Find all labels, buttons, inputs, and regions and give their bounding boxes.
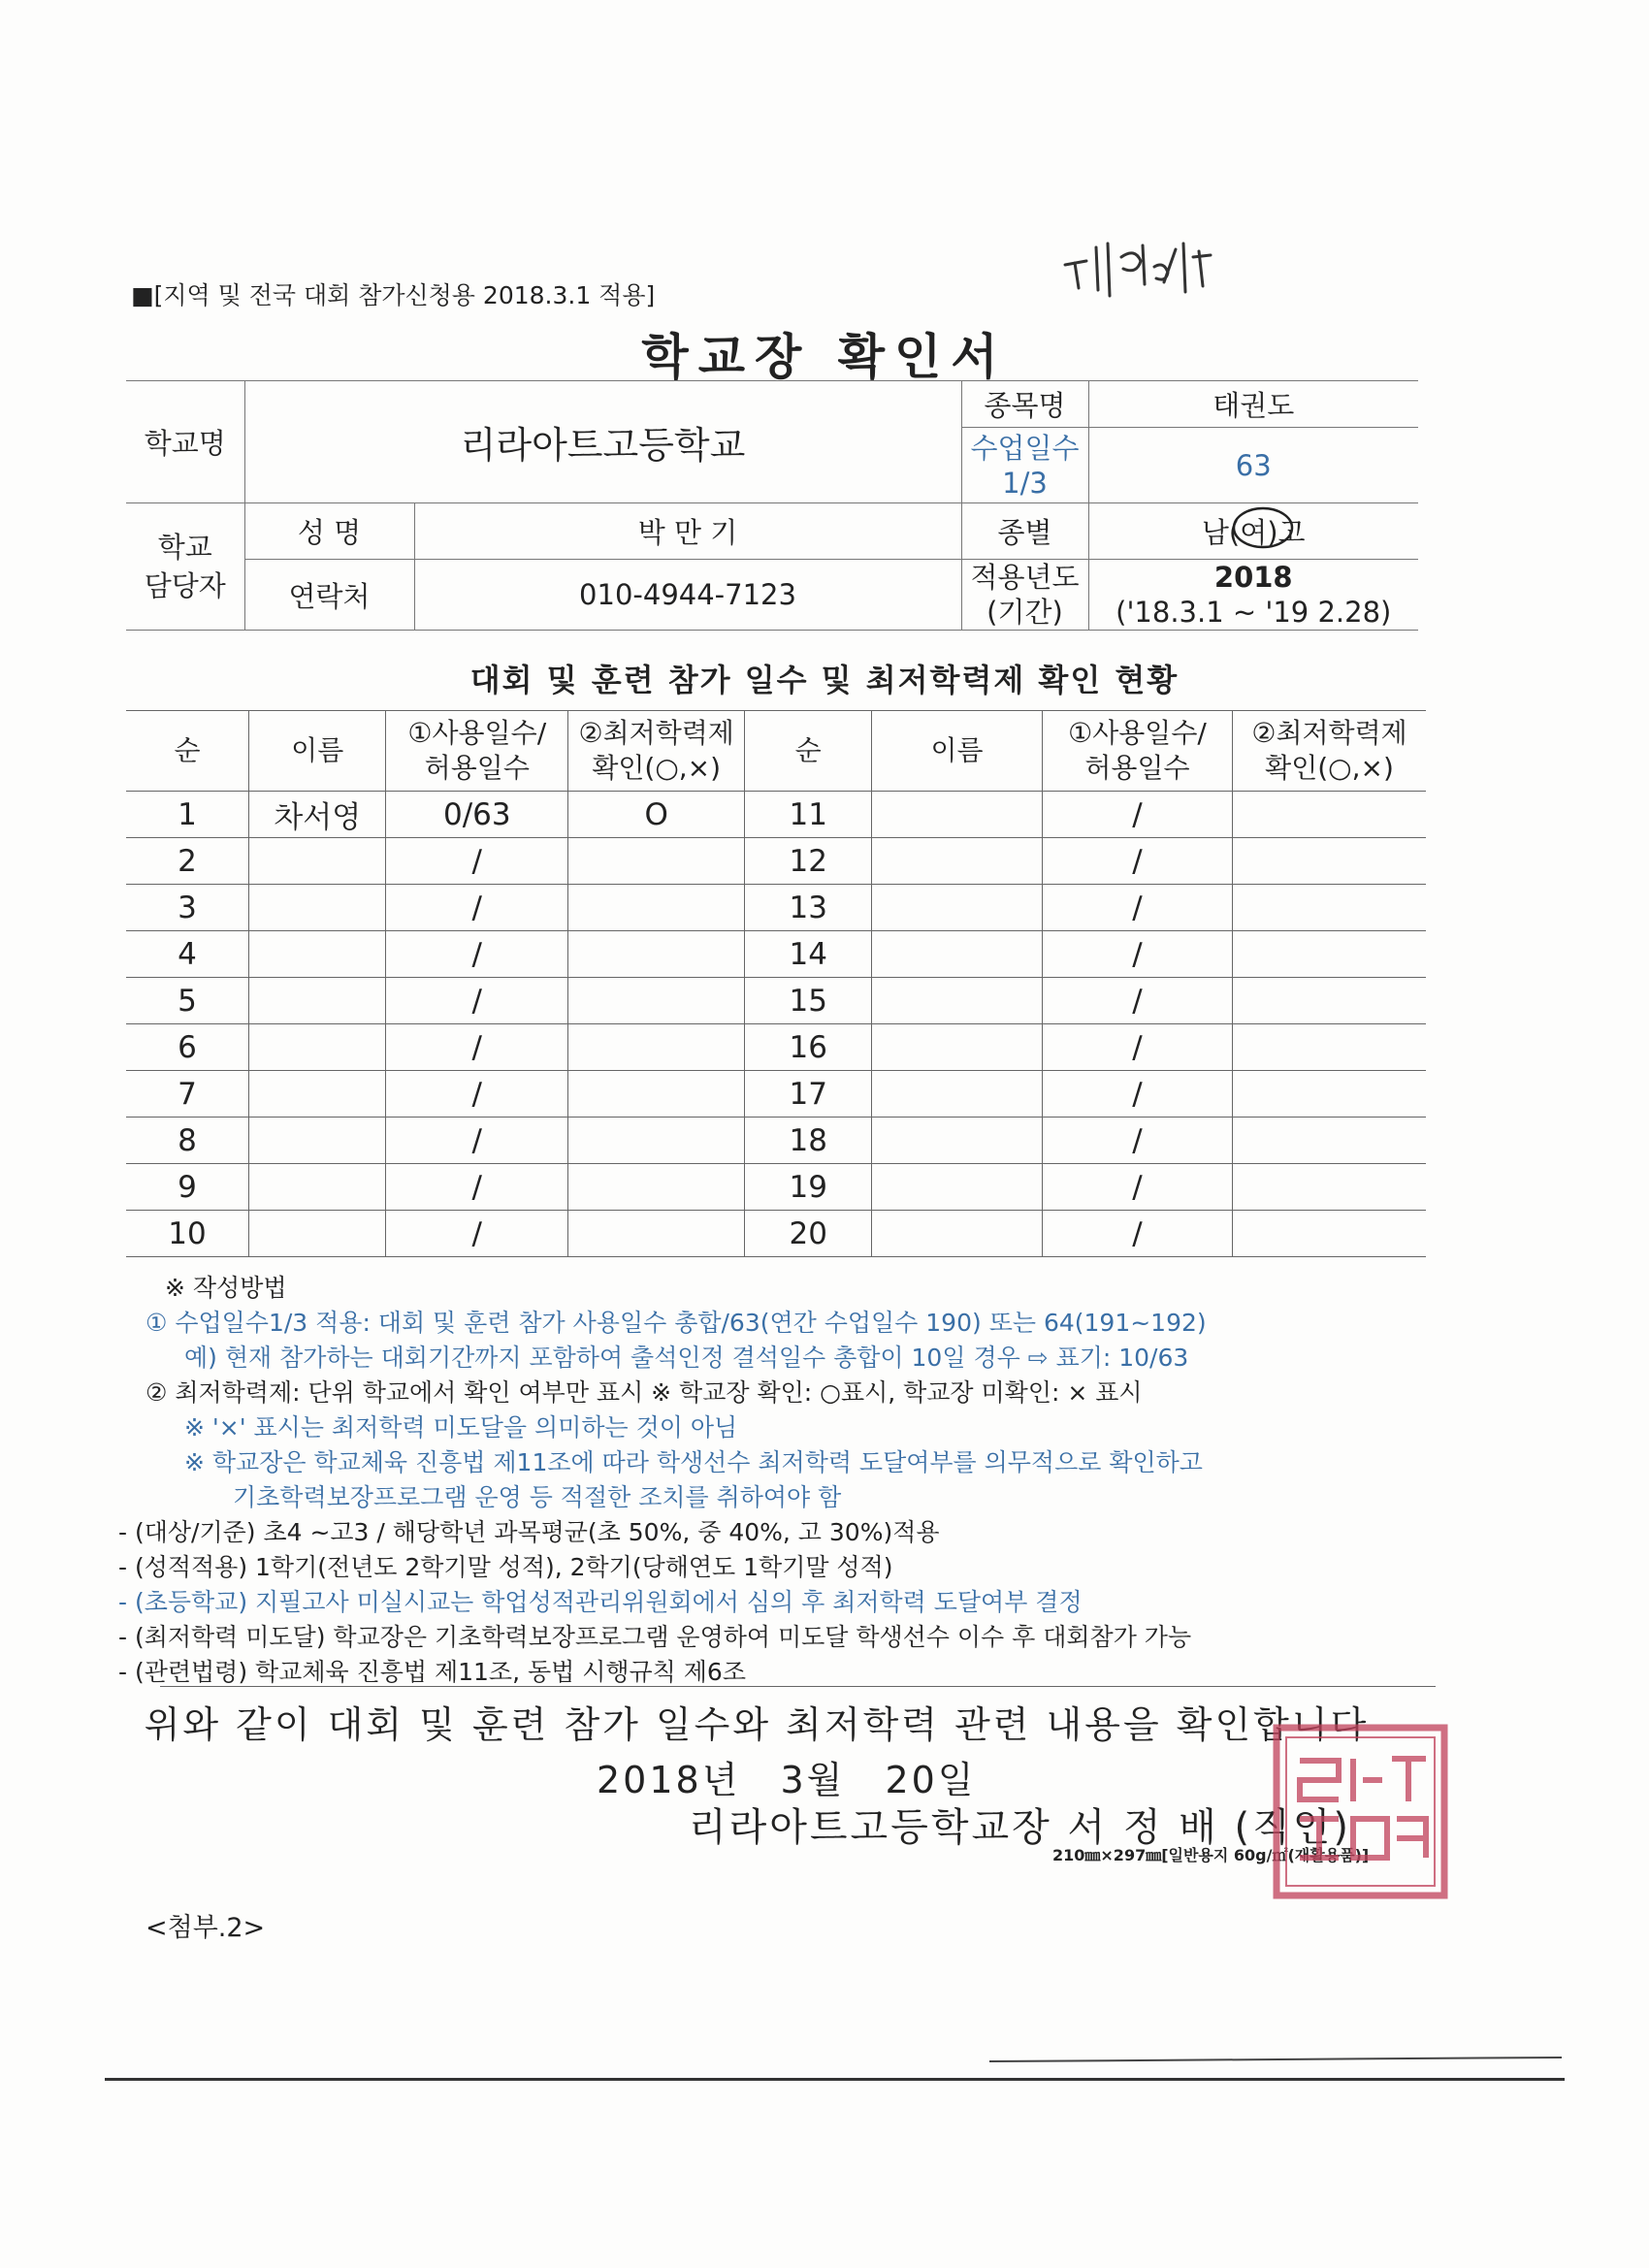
used-days: 0/63 xyxy=(386,792,568,838)
document-title: 학교장 확인서 xyxy=(641,329,1008,385)
event-label: 종목명 xyxy=(961,381,1088,428)
used-days: / xyxy=(386,1071,568,1118)
row-number: 8 xyxy=(126,1118,248,1164)
used-days: / xyxy=(1042,1164,1232,1211)
min-achievement-check xyxy=(1233,885,1426,931)
row-number: 5 xyxy=(126,978,248,1024)
row-number: 1 xyxy=(126,792,248,838)
handwritten-signature xyxy=(1057,228,1232,306)
school-name: 리라아트고등학교 xyxy=(244,381,961,503)
paper-spec: 210㎜×297㎜[일반용지 60g/㎡(재활용품)] xyxy=(1052,1846,1370,1864)
table-row xyxy=(126,931,1426,978)
table-header-row xyxy=(126,711,1426,792)
row-number: 18 xyxy=(745,1118,872,1164)
student-name xyxy=(248,1071,386,1118)
min-achievement-check xyxy=(568,885,745,931)
min-achievement-check xyxy=(1233,1071,1426,1118)
form-usage-note: ■[지역 및 전국 대회 참가신청용 2018.3.1 적용] xyxy=(131,281,656,309)
instructions-heading: ※ 작성방법 xyxy=(165,1274,287,1302)
row-number: 3 xyxy=(126,885,248,931)
school-info-table xyxy=(126,380,1418,631)
row-number: 15 xyxy=(745,978,872,1024)
min-achievement-check xyxy=(568,931,745,978)
student-name xyxy=(248,978,386,1024)
row-number: 14 xyxy=(745,931,872,978)
min-achievement-check xyxy=(1233,838,1426,885)
row-number: 12 xyxy=(745,838,872,885)
student-name xyxy=(248,931,386,978)
min-achievement-check xyxy=(568,1211,745,1257)
used-days: / xyxy=(1042,931,1232,978)
min-achievement-check xyxy=(568,1164,745,1211)
header-no: 순 xyxy=(126,711,248,792)
selection-circle xyxy=(1229,503,1297,552)
row-number: 19 xyxy=(745,1164,872,1211)
used-days: / xyxy=(386,978,568,1024)
header-name: 이름 xyxy=(872,711,1043,792)
student-name xyxy=(872,1071,1043,1118)
section-title: 대회 및 훈련 참가 일수 및 최저학력제 확인 현황 xyxy=(469,662,1180,698)
footer-divider-upper xyxy=(989,2057,1562,2062)
row-number: 2 xyxy=(126,838,248,885)
table-row xyxy=(126,1071,1426,1118)
school-label: 학교명 xyxy=(126,381,244,503)
row-number: 17 xyxy=(745,1071,872,1118)
student-name xyxy=(872,792,1043,838)
student-name xyxy=(872,1211,1043,1257)
student-name xyxy=(248,885,386,931)
table-row xyxy=(126,838,1426,885)
used-days: / xyxy=(1042,1118,1232,1164)
student-name xyxy=(248,1118,386,1164)
used-days: / xyxy=(1042,1071,1232,1118)
student-name xyxy=(872,978,1043,1024)
year-label: 적용년도 (기간) xyxy=(961,560,1088,631)
detail-4: - (최저학력 미도달) 학교장은 기초학력보장프로그램 운영하여 미도달 학생선수 이수 후 대회참가 가능 xyxy=(118,1623,1192,1651)
student-name xyxy=(872,1118,1043,1164)
min-achievement-check xyxy=(1233,1024,1426,1071)
student-name xyxy=(248,838,386,885)
note-1: ① 수업일수1/3 적용: 대회 및 훈련 참가 사용일수 총합/63(연간 수업일수 190) 또는 64(191~192) xyxy=(146,1309,1207,1337)
table-row xyxy=(126,1164,1426,1211)
min-achievement-check: O xyxy=(568,792,745,838)
used-days: / xyxy=(386,1164,568,1211)
class-days-value: 63 xyxy=(1088,428,1418,503)
name-label: 성 명 xyxy=(244,503,414,560)
note-2: ② 최저학력제: 단위 학교에서 확인 여부만 표시 ※ 학교장 확인: ○표시, 학교장 미확인: × 표시 xyxy=(146,1378,1143,1407)
min-achievement-check xyxy=(1233,978,1426,1024)
gender-value: 남(여)고 xyxy=(1088,503,1418,560)
used-days: / xyxy=(1042,1024,1232,1071)
attachment-label: <첨부.2> xyxy=(146,1913,266,1943)
detail-3: - (초등학교) 지필고사 미실시교는 학업성적관리위원회에서 심의 후 최저학력 도달여부 결정 xyxy=(118,1588,1083,1616)
student-name xyxy=(872,931,1043,978)
contact-group-label: 학교 담당자 xyxy=(126,503,244,631)
row-number: 9 xyxy=(126,1164,248,1211)
table-row xyxy=(126,792,1426,838)
row-number: 11 xyxy=(745,792,872,838)
row-number: 13 xyxy=(745,885,872,931)
student-name xyxy=(248,1024,386,1071)
min-achievement-check xyxy=(568,1071,745,1118)
used-days: / xyxy=(1042,838,1232,885)
table-row xyxy=(126,1211,1426,1257)
student-name xyxy=(248,1211,386,1257)
row-number: 20 xyxy=(745,1211,872,1257)
student-name: 차서영 xyxy=(248,792,386,838)
student-name xyxy=(872,1024,1043,1071)
used-days: / xyxy=(1042,1211,1232,1257)
detail-5: - (관련법령) 학교체육 진흥법 제11조, 동법 시행규칙 제6조 xyxy=(118,1658,746,1686)
row-number: 7 xyxy=(126,1071,248,1118)
note-2a: ※ '×' 표시는 최저학력 미도달을 의미하는 것이 아님 xyxy=(184,1413,738,1442)
issue-date: 2018년 3월 20일 xyxy=(597,1759,977,1801)
min-achievement-check xyxy=(568,1024,745,1071)
min-achievement-check xyxy=(1233,931,1426,978)
student-name xyxy=(872,885,1043,931)
header-no: 순 xyxy=(745,711,872,792)
principal-signature-line: 리라아트고등학교장 서 정 배 (직인) xyxy=(689,1805,1352,1850)
row-number: 16 xyxy=(745,1024,872,1071)
used-days: / xyxy=(1042,792,1232,838)
row-number: 10 xyxy=(126,1211,248,1257)
header-check: ②최저학력제 확인(○,×) xyxy=(1233,711,1426,792)
year-value: 2018 ('18.3.1 ~ '19 2.28) xyxy=(1088,560,1418,631)
row-number: 6 xyxy=(126,1024,248,1071)
header-name: 이름 xyxy=(248,711,386,792)
student-name xyxy=(248,1164,386,1211)
detail-1: - (대상/기준) 초4 ~고3 / 해당학년 과목평균(초 50%, 중 40%, 고 30%)적용 xyxy=(118,1518,940,1546)
used-days: / xyxy=(1042,978,1232,1024)
gender-label: 종별 xyxy=(961,503,1088,560)
footer-divider xyxy=(105,2078,1565,2081)
table-row xyxy=(126,1024,1426,1071)
header-check: ②최저학력제 확인(○,×) xyxy=(568,711,745,792)
min-achievement-check xyxy=(1233,1118,1426,1164)
min-achievement-check xyxy=(1233,792,1426,838)
min-achievement-check xyxy=(1233,1164,1426,1211)
divider xyxy=(160,1686,1436,1687)
instructions xyxy=(118,1271,1436,1690)
header-days: ①사용일수/ 허용일수 xyxy=(386,711,568,792)
class-days-label: 수업일수 1/3 xyxy=(961,428,1088,503)
participation-table xyxy=(126,710,1426,1257)
student-name xyxy=(872,838,1043,885)
confirmation-statement: 위와 같이 대회 및 훈련 참가 일수와 최저학력 관련 내용을 확인합니다 xyxy=(144,1703,1370,1746)
event-value: 태권도 xyxy=(1088,381,1418,428)
table-row xyxy=(126,885,1426,931)
min-achievement-check xyxy=(568,978,745,1024)
row-number: 4 xyxy=(126,931,248,978)
table-row xyxy=(126,1118,1426,1164)
used-days: / xyxy=(386,885,568,931)
used-days: / xyxy=(386,838,568,885)
used-days: / xyxy=(386,1118,568,1164)
table-row xyxy=(126,978,1426,1024)
student-name xyxy=(872,1164,1043,1211)
contact-name: 박 만 기 xyxy=(414,503,961,560)
detail-2: - (성적적용) 1학기(전년도 2학기말 성적), 2학기(당해연도 1학기말 성적) xyxy=(118,1553,893,1581)
used-days: / xyxy=(386,931,568,978)
min-achievement-check xyxy=(1233,1211,1426,1257)
note-1-example: 예) 현재 참가하는 대회기간까지 포함하여 출석인정 결석일수 총합이 10일 경우 ⇨ 표기: 10/63 xyxy=(184,1344,1189,1372)
header-days: ①사용일수/ 허용일수 xyxy=(1042,711,1232,792)
phone-value: 010-4944-7123 xyxy=(414,560,961,631)
min-achievement-check xyxy=(568,1118,745,1164)
used-days: / xyxy=(386,1024,568,1071)
official-seal-stamp xyxy=(1271,1722,1450,1901)
phone-label: 연락처 xyxy=(244,560,414,631)
note-2c: 기초학력보장프로그램 운영 등 적절한 조치를 취하여야 함 xyxy=(233,1483,842,1511)
used-days: / xyxy=(1042,885,1232,931)
used-days: / xyxy=(386,1211,568,1257)
note-2b: ※ 학교장은 학교체육 진흥법 제11조에 따라 학생선수 최저학력 도달여부를 의무적으로 확인하고 xyxy=(184,1448,1203,1476)
min-achievement-check xyxy=(568,838,745,885)
